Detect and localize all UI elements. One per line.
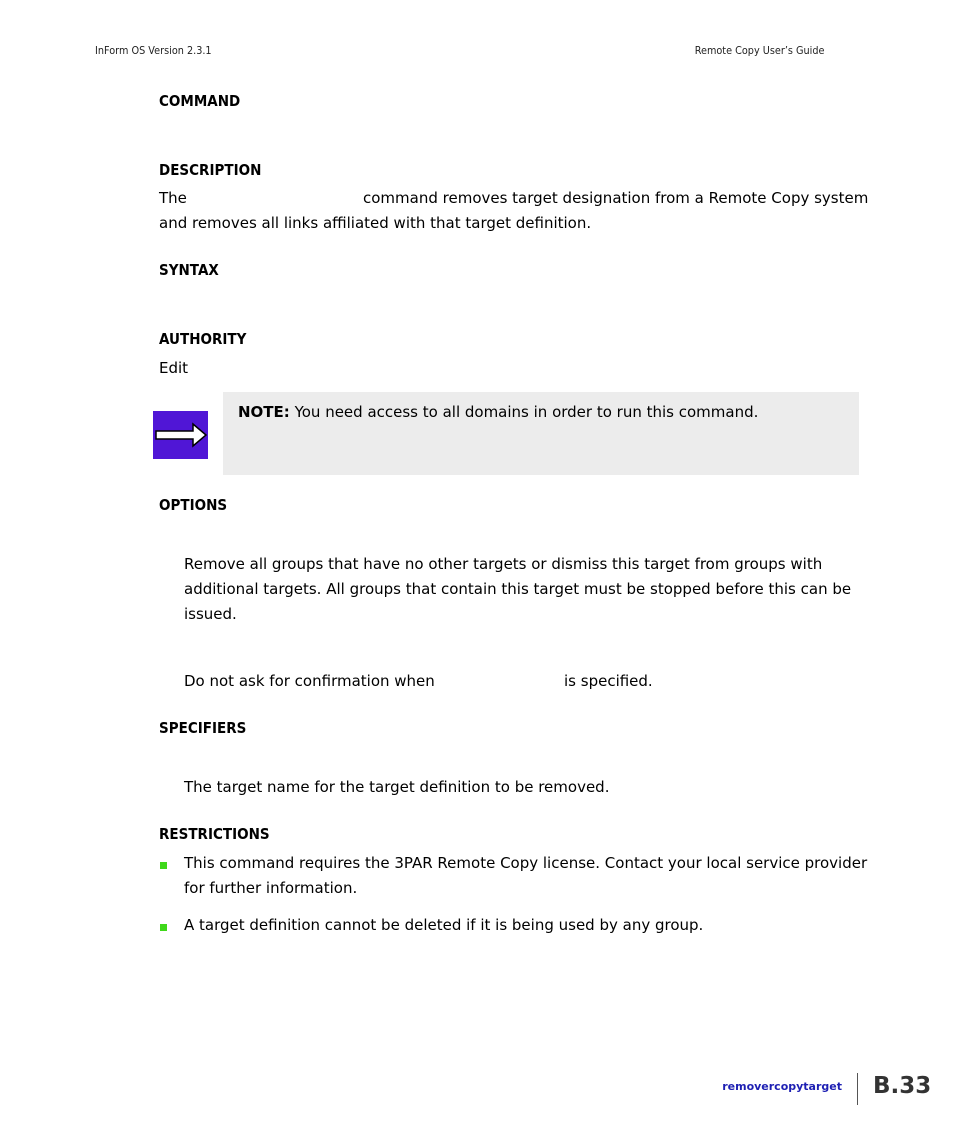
footer-divider: [857, 1073, 858, 1105]
square-bullet-icon: [160, 924, 167, 931]
option2-end: is specified.: [564, 672, 653, 690]
restriction2: A target definition cannot be deleted if it is being used by any group.: [184, 916, 704, 934]
option2-start: Do not ask for confirmation when: [184, 672, 435, 690]
restriction1-line1: This command requires the 3PAR Remote Copy license. Contact your local service provider: [184, 854, 868, 872]
heading-command: COMMAND: [159, 92, 241, 110]
running-header-left: InForm OS Version 2.3.1: [95, 44, 212, 57]
option1-line3: issued.: [184, 605, 237, 623]
heading-options: OPTIONS: [159, 496, 228, 514]
right-arrow-icon: [153, 411, 208, 459]
square-bullet-icon: [160, 862, 167, 869]
restriction1-line2: for further information.: [184, 879, 358, 897]
heading-description: DESCRIPTION: [159, 161, 262, 179]
footer-command-link[interactable]: removercopytarget: [722, 1080, 842, 1093]
heading-specifiers: SPECIFIERS: [159, 719, 247, 737]
note-label: NOTE:: [238, 403, 290, 421]
description-line1-start: The: [159, 189, 187, 207]
running-header-right: Remote Copy User’s Guide: [694, 44, 824, 57]
heading-authority: AUTHORITY: [159, 330, 247, 348]
note-body: You need access to all domains in order to run this command.: [289, 403, 759, 421]
heading-restrictions: RESTRICTIONS: [159, 825, 270, 843]
authority-value: Edit: [159, 359, 189, 377]
option1-line2: additional targets. All groups that contain this target must be stopped before this can be: [184, 580, 852, 598]
option1-line1: Remove all groups that have no other targets or dismiss this target from groups with: [184, 555, 823, 573]
page-number: B.33: [873, 1073, 932, 1099]
heading-syntax: SYNTAX: [159, 261, 219, 279]
description-line2: and removes all links affiliated with that target definition.: [159, 214, 592, 232]
description-line1-end: command removes target designation from a Remote Copy system: [363, 189, 869, 207]
specifier-text: The target name for the target definition to be removed.: [184, 778, 610, 796]
note-text: [238, 401, 758, 423]
